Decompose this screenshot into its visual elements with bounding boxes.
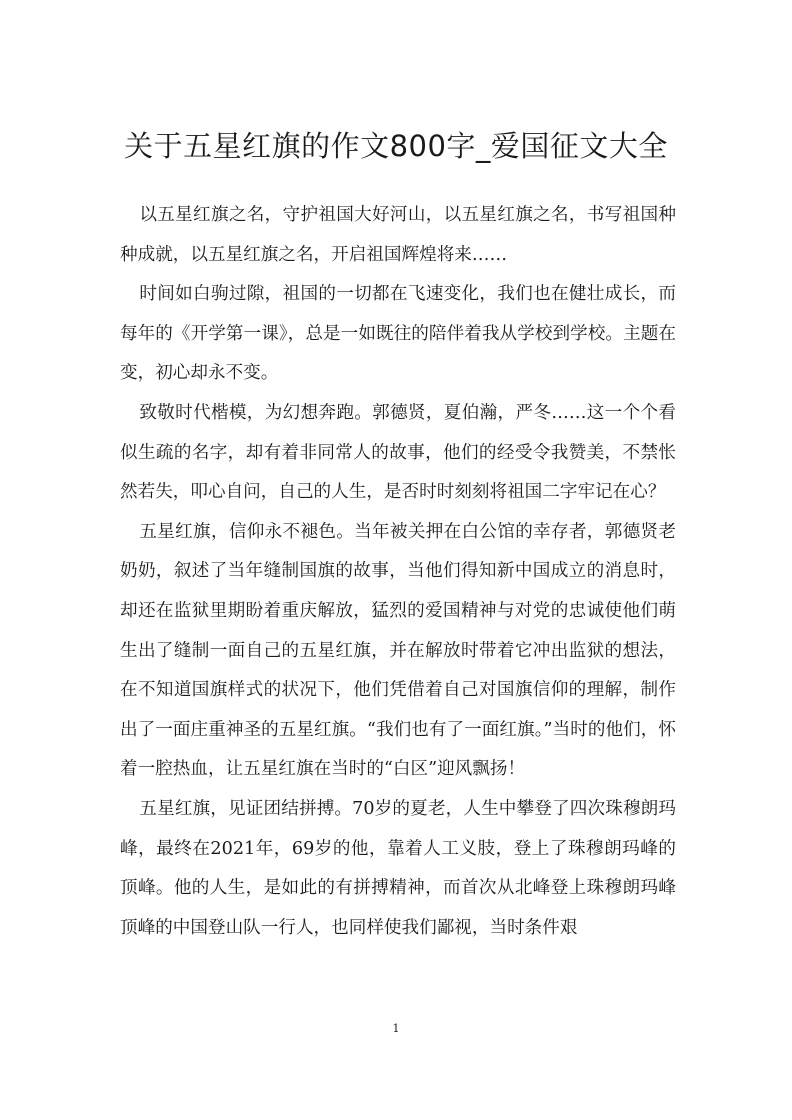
- document-body: [120, 196, 676, 948]
- paragraph-2: 时间如白驹过隙，祖国的一切都在飞速变化，我们也在健壮成长，而每年的《开学第一课》，总是一如既往的陪伴着我从学校到学校。主题在变，初心却永不变。: [120, 284, 676, 384]
- paragraph-1: 以五星红旗之名，守护祖国大好河山，以五星红旗之名，书写祖国种种成就，以五星红旗之名，开启祖国辉煌将来……: [120, 205, 676, 265]
- paragraph-5: 五星红旗，见证团结拼搏。70岁的夏老，人生中攀登了四次珠穆朗玛峰，最终在2021年，69岁的他，靠着人工义肢，登上了珠穆朗玛峰的顶峰。他的人生，是如此的有拼搏精神，而首次从北峰登上珠穆朗玛峰顶峰的中国登山队一行人，也同样使我们鄙视，当时条件艰: [120, 798, 676, 938]
- document-title: 关于五星红旗的作文800字_爱国征文大全: [124, 129, 668, 163]
- paragraph-3: 致敬时代楷模，为幻想奔跑。郭德贤，夏伯瀚，严冬……这一个个看似生疏的名字，却有着非同常人的故事，他们的经受令我赞美，不禁怅然若失，叩心自问，自己的人生，是否时时刻刻将祖国二字牢记在心？: [120, 402, 676, 503]
- paragraph-4: 五星红旗，信仰永不褪色。当年被关押在白公馆的幸存者，郭德贤老奶奶，叙述了当年缝制国旗的故事，当他们得知新中国成立的消息时，却还在监狱里期盼着重庆解放，猛烈的爱国精神与对党的忠诚使他们萌生出了缝制一面自己的五星红旗，并在解放时带着它冲出监狱的想法，在不知道国旗样式的状况下，他们凭借着自己对国旗信仰的理解，制作出了一面庄重神圣的五星红旗。“我们也有了一面红旗。”当时的他们，怀着一腔热血，让五星红旗在当时的“白区”迎风飘扬！: [120, 521, 676, 780]
- page-number: 1: [392, 1022, 400, 1035]
